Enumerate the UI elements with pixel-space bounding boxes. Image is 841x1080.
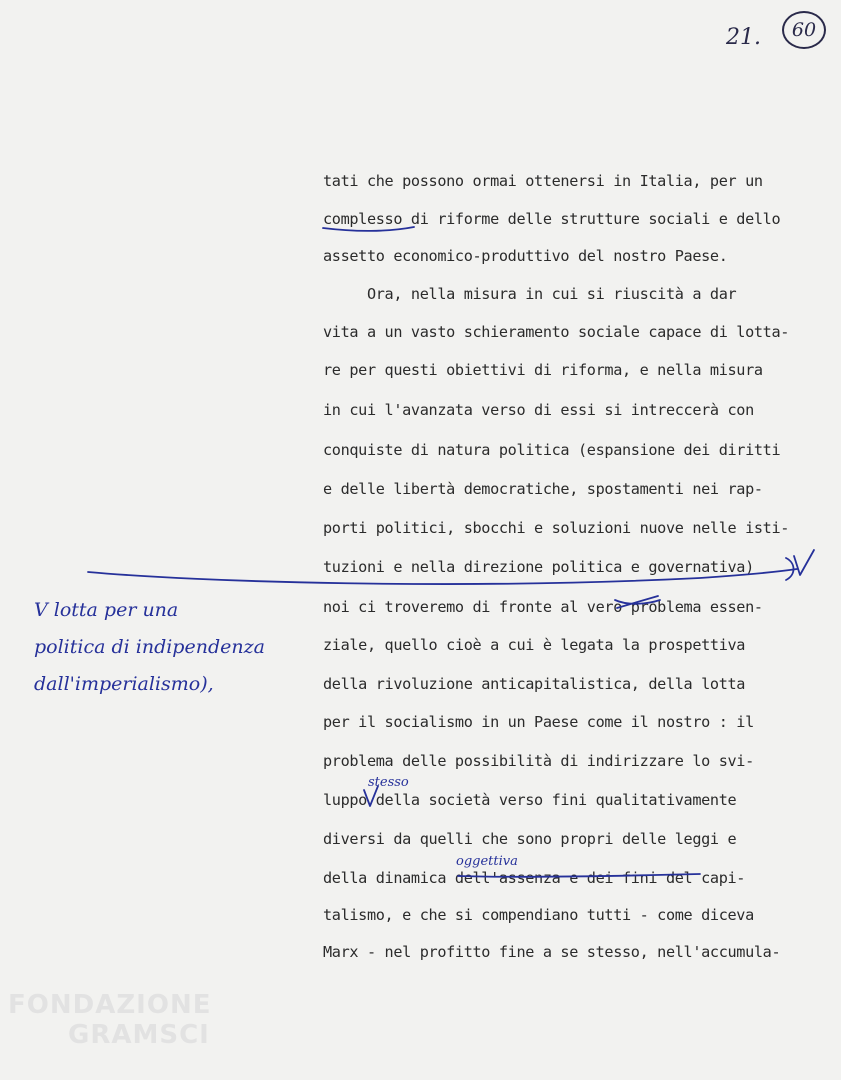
text-line: della rivoluzione anticapitalistica, della lotta bbox=[323, 675, 746, 693]
watermark-logo bbox=[8, 990, 211, 1050]
text-line: porti politici, sbocchi e soluzioni nuove nelle isti- bbox=[323, 519, 790, 537]
text-line: conquiste di natura politica (espansione dei diritti bbox=[323, 441, 781, 459]
closing-bracket-mark bbox=[786, 558, 794, 580]
insertion-check-mark bbox=[794, 550, 814, 575]
page-number: 21. bbox=[726, 25, 761, 50]
text-line: in cui l'avanzata verso di essi si intreccerà con bbox=[323, 401, 754, 419]
text-line: complesso di riforme delle strutture sociali e dello bbox=[323, 210, 781, 228]
interlinear-insertion: stesso bbox=[368, 775, 409, 790]
text-line: Ora, nella misura in cui si riuscità a dar bbox=[323, 285, 737, 303]
text-line: tuzioni e nella direzione politica e governativa) bbox=[323, 558, 754, 576]
text-line: diversi da quelli che sono propri delle leggi e bbox=[323, 830, 737, 848]
text-line: re per questi obiettivi di riforma, e nella misura bbox=[323, 361, 763, 379]
margin-note-line: politica di indipendenza bbox=[34, 636, 265, 658]
text-line: tati che possono ormai ottenersi in Italia, per un bbox=[323, 172, 763, 190]
text-line: vita a un vasto schieramento sociale capace di lotta- bbox=[323, 323, 790, 341]
margin-note-line: dall'imperialismo), bbox=[34, 673, 214, 695]
text-line: della dinamica dell'assenza e dei fini del capi- bbox=[323, 869, 746, 887]
text-line: assetto economico-produttivo del nostro Paese. bbox=[323, 247, 728, 265]
text-line: per il socialismo in un Paese come il nostro : il bbox=[323, 713, 754, 731]
circled-page-number bbox=[782, 11, 826, 49]
text-line: e delle libertà democratiche, spostamenti nei rap- bbox=[323, 480, 763, 498]
circled-page-number-text: 60 bbox=[791, 19, 817, 41]
margin-note-line: V lotta per una bbox=[34, 599, 179, 621]
text-line: luppo della società verso fini qualitativamente bbox=[323, 791, 737, 809]
text-line: noi ci troveremo di fronte al vero problema essen- bbox=[323, 598, 763, 616]
interlinear-insertion: oggettiva bbox=[456, 854, 518, 869]
watermark-line: GRAMSCI bbox=[68, 1020, 210, 1050]
text-line: talismo, e che si compendiano tutti - come diceva bbox=[323, 906, 754, 924]
text-line: problema delle possibilità di indirizzare lo svi- bbox=[323, 752, 754, 770]
text-line: ziale, quello cioè a cui è legata la prospettiva bbox=[323, 636, 746, 654]
text-line: Marx - nel profitto fine a se stesso, nell'accumula- bbox=[323, 943, 781, 961]
watermark-line: FONDAZIONE bbox=[8, 990, 212, 1020]
